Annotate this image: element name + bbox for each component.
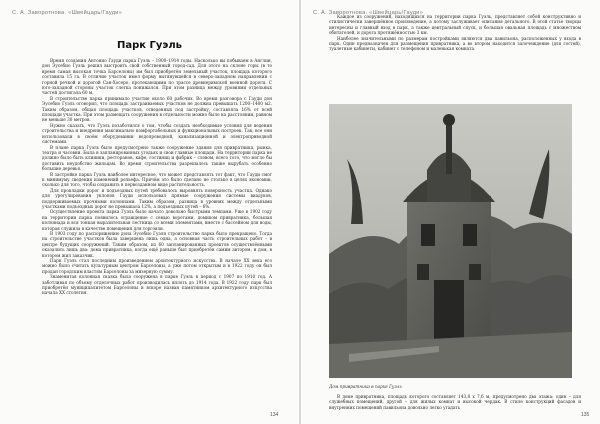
paragraph: В доме привратника, площадь которого составляет 143,8 х 7,6 м, предусмотрено два этажа: один – для служебных помещений, другой – для жилых комнат и высокой чердак. В стиле конструкций фасадов и внутренних помещений павильона довольно легко угадать (329, 394, 581, 410)
right-page (301, 0, 600, 424)
running-header: С. А. Заворотнова. «Швейцарь/Гауди» (12, 10, 123, 16)
paragraph: Знаменитая колонная сказка была сооружена в парке Гуэль в период с 1907 по 1910 год. А заботливая по объему отделочных работ производилась вплоть до 1914 года. В 1922 году парк был приобретён муниципалитетом Барселоны и вскоре назван памятником архитектурного искусства начала XX столетия. (42, 274, 272, 296)
paragraph: В 1903 году по распоряжению дона Эусебио Гуэля строительство парка было прекращено. Тогда на строительстве участков была завершена лишь одна, а основная часть строительных работ – в центре будущих сооружений. Таким образом, из 60 запланированных проектов осуществлёнными оказались лишь два: дома привратника, когда ещё раньше был приобретён самим автором, и дом, в котором жил заказчик. (42, 231, 272, 258)
paragraph: Нужно сказать, что Гуэль позаботился о том, чтобы создать необходимые условия для ведения строительства и внедрения максимально комфортабельных и функциональных построек. Так, все они использовали в своём оборудовании водопроводной, канализационной и электроприводной системами. (42, 122, 272, 145)
running-header: С. А. Заворотнова. «Швейцарь/Гауди» (313, 10, 424, 16)
paragraph: Наиболее значительными по размерам постройками являются два павильона, расположенных у входа в парк. Один предназначен для размещения привратника, а во втором находится залочеждение (для гостей), туалетные кабинеты, кабинет с телефоном и маленькая комната. (329, 35, 581, 52)
left-body-text (42, 58, 272, 296)
paragraph: Время создания Антонио Гауди парка Гуэль – 1900–1914 годы. Насколько вы побываем в Англии, дон Эусебио Гуэль решил выстроить свой собственный город-сад. Для этого на склоне горы (в то время самая высокая точка Барселоны) им был приобретён земельный участок, площадь которого составила 15 га. В отличие участок имел форму вытянувшейся в северо-западном направлении с горной речкой и дорогой Сан-Хосеро, протекающими по трассе древнеримской военной дороги. С юго-западной стороны участок слегка понижался. При этом разница между уровнями отдельных частей достигала 60 м. (42, 58, 272, 96)
paragraph: Осуществление проекта парка Гуэль было начато довольно быстрыми темпами. Уже в 1902 году на территории парка появилось ограждение с семью воротами, домиком привратника, большая колоннада и вся тонкая выразительная лестница со всеми элементами, вместе с бассейном для воды, которая служила в качестве помещения для торговли. (42, 209, 272, 231)
gatehouse-illustration (329, 104, 572, 378)
paragraph: В плане парка Гуэль было предусмотрено также сооружение здания для привратника, рынка, театра и часовни. Была в запланированных угодьях и свои главные площади. На территории парка не должно было быть клиники, ресторанов, кафе, гостиниц и фабрик – словом, всего того, что могло бы доставить неудобство жильцам. Во время строительства разрешалось также вырубать особенно большие деревья. (42, 144, 272, 172)
page-number: 135 (581, 412, 590, 418)
right-bottom-text (329, 394, 581, 410)
gatehouse-photo (329, 104, 572, 378)
paragraph: Парк Гуэль стал последним произведением архитектурного искусства. В начале XX века его можно было считать культурным центром Барселоны, а уже потом открытым и в 1922 году он был продан городским властям Барселоны за мизерную сумму. (42, 258, 272, 274)
left-page (0, 0, 299, 424)
right-top-text (329, 14, 581, 52)
page-number: 134 (270, 412, 279, 418)
paragraph: В строительстве парка принимало участие около 60 рабочих. Во время разговора с Гауди дон Эусебио Гуэль оговорил, что площадь застраиваемых участков не должна превышать 1200–1400 м2. Таким образом, общая площадь участков, отведенных под застройку, составляла 16% от всей площади участка. При этом размещать сооружения в отдельности можно было на расстоянии, равном не меньше 30 метров. (42, 95, 272, 123)
paragraph: Для прокладки дорог и подъездных путей требовалось выровнять поверхность участка. Однако для урегулирования уклонов Гауди использовал прямые сооружения системы виадуков, поддерживаемых прочными колоннами. Таким образом, разница в уровнях между отдельными участками подъездных дорог не превышала 12%, а подъездных путей – 6%. (42, 187, 272, 209)
chapter-title: Парк Гуэль (116, 40, 182, 51)
paragraph: В застройке парка Гуэль наиболее интересное, что может представлять тот факт, что Гауди смог к минимуму сведения изменений рельефа. Причём это было сделано не столько в целях экономии, сколько для того, чтобы сохранить в первозданном виде растительность. (42, 171, 272, 188)
paragraph: Каждое из сооружений, находящихся на территории парка Гуэль, представляет собой конструктивно и стилистически завершённое произведение, а потому заслуживает описания детального. В этой статье творцы интересны и главный вход в парк, а также центральный спуск, и большая овальная площадь с множеством обитателей, и дорога протяжённостью 3 км. (329, 14, 581, 36)
photo-caption: Дом привратника в парке Гуэль (329, 384, 402, 389)
